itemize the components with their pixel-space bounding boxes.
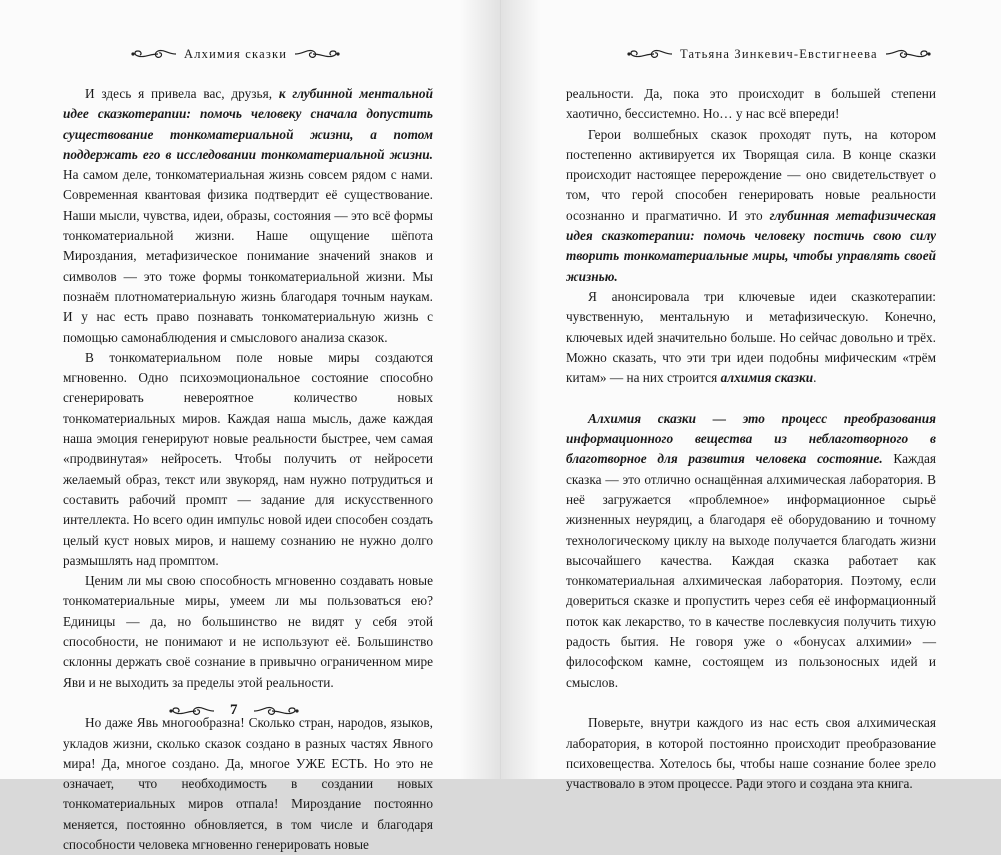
page-number: 7 [230, 702, 238, 718]
paragraph [566, 125, 936, 287]
body-text: Поверьте, внутри каждого из нас есть своя алхимическая лаборатория, в которой постоянно происходит преобразование психовещества. Хотелось бы, чтобы наше сознание более зрело участвовало в этом процессе. Ради этого и создана эта книга. [566, 715, 936, 792]
running-head-title: Алхимия сказки [184, 46, 288, 61]
body-text: И здесь я привела вас, друзья, [85, 86, 279, 101]
paragraph [566, 409, 936, 693]
right-body-text [566, 84, 936, 794]
right-running-head [626, 44, 932, 64]
paragraph [566, 84, 936, 125]
body-text: Каждая сказка — это отлично оснащённая алхимическая лаборатория. В неё загружается «проблемное» информационное сырьё жизненных неурядиц, а благодаря её оборудованию и точному технологическому циклу на выходе получается благодать жизни высочайшего качества. Каждая сказка работает как тонкоматериальная алхимическая лаборатория. Поэтому, если довериться сказке и пропустить через себя её информационный поток как лекарство, то в качестве послевкусия получить тихую радость бытия. Не говоря уже о «бонусах алхимии» — философском камне, состоящем из пользоносных идей и смыслов. [566, 451, 936, 690]
paragraph [63, 571, 433, 693]
emphasis-text: глубинная метафизическая идея сказкотерапии: помочь человеку постичь свою силу творить тонкоматериальные миры, чтобы управлять своей жизнью. [566, 207, 936, 284]
body-text: Герои волшебных сказок проходят путь, на котором постепенно активируется их Творящая сила. В конце сказки происходит настоящее перерождение — оно свидетельствует о том, что герой способен генерировать новые реальности осознанно и прагматично. И это [566, 126, 936, 223]
flourish-right-icon [884, 46, 932, 62]
left-running-head [130, 44, 341, 64]
flourish-right-icon [293, 46, 341, 62]
flourish-left-icon [130, 46, 178, 62]
paragraph [566, 713, 936, 794]
body-text: Я анонсировала три ключевые идеи сказкотерапии: чувственную, ментальную и метафизическую. Конечно, ключевых идей значительно больше. Но сейчас довольно и трёх. Можно сказать, что эти три идеи подобны мифическим «трём китам» — на них строится [566, 288, 936, 386]
flourish-left-icon [626, 46, 674, 62]
emphasis-text: алхимия сказки [720, 370, 814, 386]
paragraph [63, 348, 433, 571]
body-text: На самом деле, тонкоматериальная жизнь совсем рядом с нами. Современная квантовая физика подтвердит её существование. Наши мысли, чувства, идеи, образы, состояния — это всё формы тонкоматериальной жизни. Наше ощущение шёпота Мироздания, метафизическое понимание значений знаков и символов — это тоже формы тонкоматериальной жизни. Мы познаём плотноматериальную жизнь благодаря точным наукам. И у нас есть право познавать тонкоматериальную жизнь с помощью самонаблюдения и смыслового анализа сказок. [63, 167, 433, 345]
gutter-shadow [460, 0, 500, 779]
paragraph [63, 84, 433, 348]
paragraph [63, 713, 433, 855]
paragraph [566, 287, 936, 388]
emphasis-text: Алхимия сказки — это процесс преобразования информационного вещества из неблаготворного в благотворное для развития человека состояние. [566, 410, 936, 467]
running-head-author: Татьяна Зинкевич-Евстигнеева [680, 46, 878, 61]
body-text: реальности. Да, пока это происходит в большей степени хаотично, бессистемно. Но… у нас всё впереди! [566, 86, 936, 122]
gutter-shadow [501, 0, 541, 779]
emphasis-text: к глубинной ментальной идее сказкотерапии: помочь человеку сначала допустить существование тонкоматериальной жизни, а потом поддержать его в исследовании тонкоматериальной жизни. [63, 86, 433, 162]
body-text: . [813, 370, 817, 386]
body-text: Ценим ли мы свою способность мгновенно создавать новые тонкоматериальные миры, умеем ли мы пользоваться ею? Единицы — да, но большинство не видят у себя этой способности, не понимают и не используют её. Большинство склонны держать своё сознание в привычно ограниченном мире Яви и не выходить за пределы этой реальности. [63, 573, 433, 690]
left-body-text [63, 84, 433, 855]
body-text: Но даже Явь многообразна! Сколько стран, народов, языков, укладов жизни, сколько сказок создано в разных частях Явного мира! Да, многое создано. Да, многое УЖЕ ЕСТЬ. Но это не означает, что необходимость в создании новых тонкоматериальных миров отпала! Мироздание постоянно меняется, постоянно обновляется, в том числе и благодаря способности человека мгновенно генерировать новые [63, 715, 433, 852]
body-text: В тонкоматериальном поле новые миры создаются мгновенно. Одно психоэмоциональное состояние способно сгенерировать невероятное количество новых тонкоматериальных миров. Каждая наша мысль, даже каждая наша эмоция генерируют новые реальности быстрее, чем самая «продвинутая» нейросеть. Чтобы получить от нейросети желаемый образ, текст или звукоряд, нам нужно потрудиться и составить рабочий промпт — задание для искусственного интеллекта. Но всего один импульс новой идеи способен создать целый куст новых миров, и нашему сознанию не нужно долго размышлять над промптом. [63, 349, 433, 568]
